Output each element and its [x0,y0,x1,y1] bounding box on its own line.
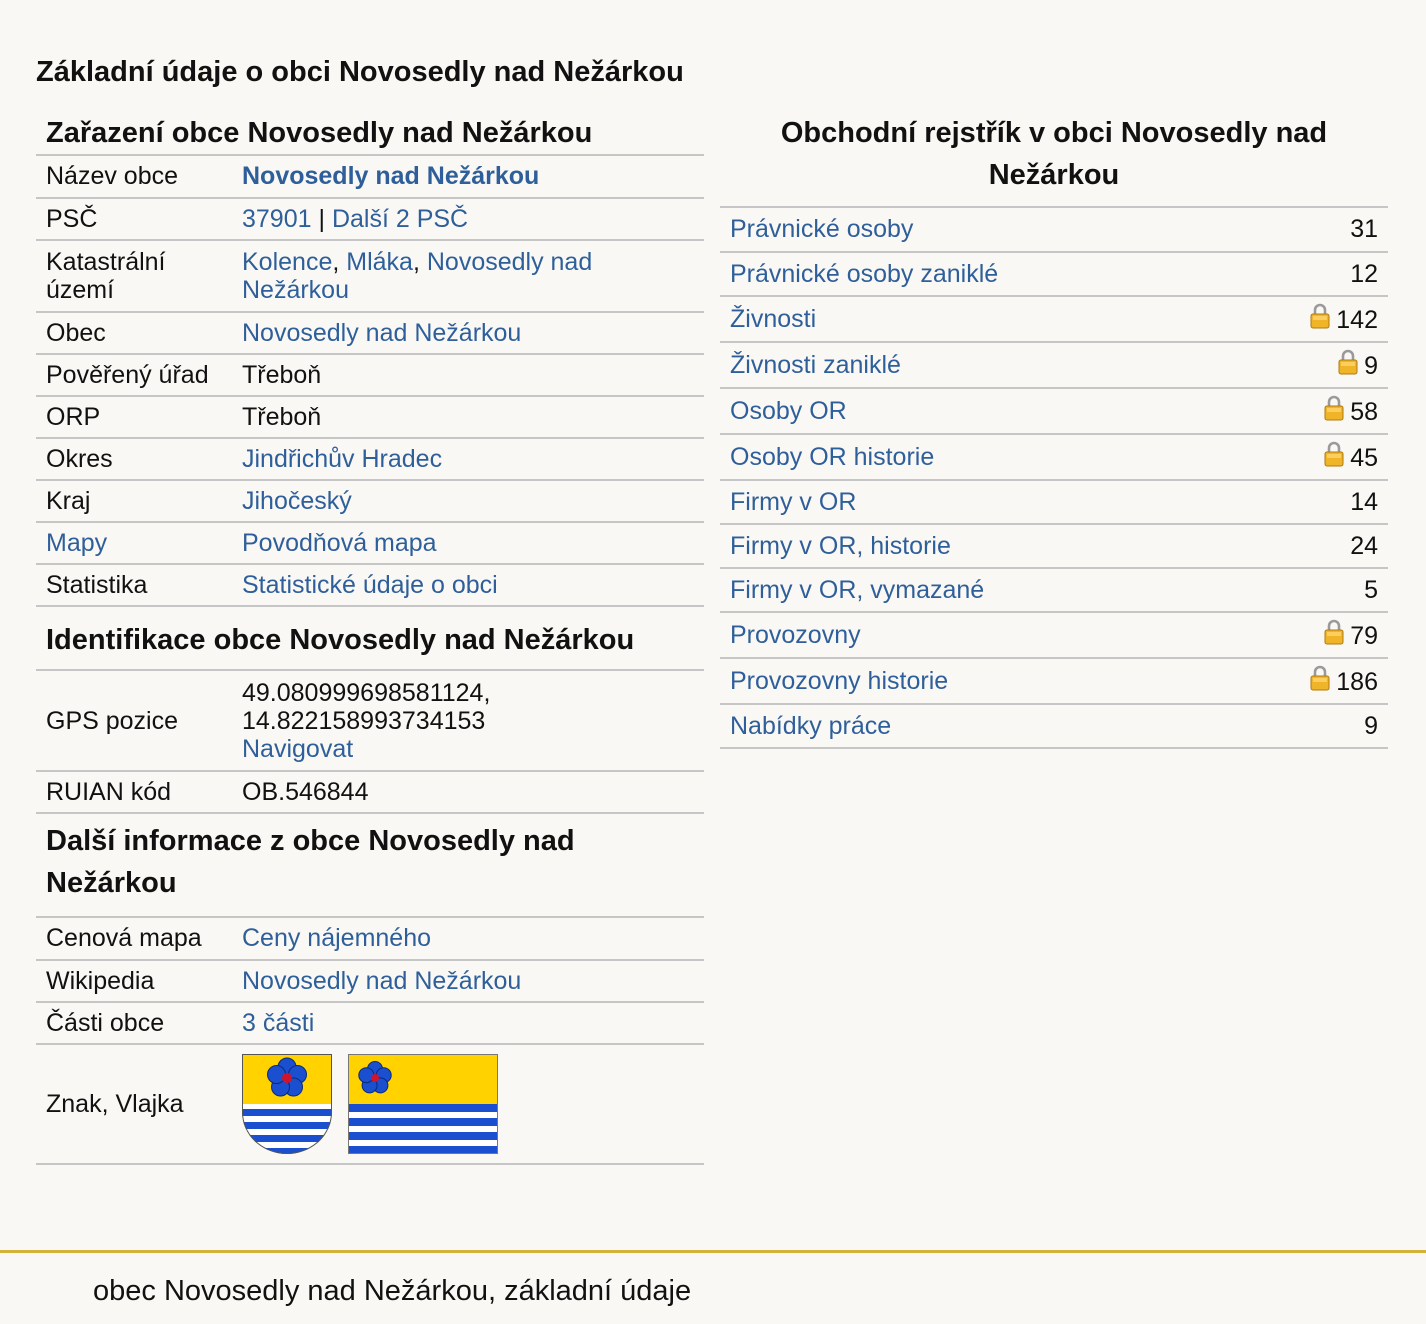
register-label-cell [720,252,1228,296]
footer-divider [0,1250,1426,1253]
row-value: OB.546844 [232,771,704,813]
rent-prices-link[interactable]: Ceny nájemného [242,924,432,952]
row-value [232,480,704,522]
table-row [720,658,1388,704]
gps-latitude: 49.080999698581124, [242,678,491,707]
navigate-link[interactable]: Navigovat [242,734,354,763]
register-link[interactable]: Živnosti zaniklé [730,350,901,379]
register-link[interactable]: Osoby OR [730,396,847,425]
padlock-icon [1324,441,1344,474]
table-row [720,568,1388,612]
register-heading: Obchodní rejstřík v obci Novosedly nad Nežárkou [720,112,1388,208]
table-row [36,1002,704,1044]
register-label-cell [720,388,1228,434]
row-label: Název obce [36,156,232,198]
row-value [232,960,704,1002]
statistics-link[interactable]: Statistické údaje o obci [242,570,498,599]
register-link[interactable]: Osoby OR historie [730,442,935,471]
register-link[interactable]: Firmy v OR, historie [730,531,951,560]
business-register-column [720,112,1388,749]
register-count-cell [1228,434,1388,480]
wikipedia-link[interactable]: Novosedly nad Nežárkou [242,966,522,995]
footer-text: obec Novosedly nad Nežárkou, základní údaje [93,1275,692,1307]
more-psc-link[interactable]: Další 2 PSČ [331,204,469,233]
table-row [36,312,704,354]
register-link[interactable]: Právnické osoby zaniklé [730,259,999,288]
more-info-table [36,918,704,1165]
table-row [720,388,1388,434]
register-link[interactable]: Provozovny [730,620,861,649]
register-count: 142 [1336,305,1378,334]
register-count: 14 [1228,480,1388,524]
psc-link[interactable]: 37901 [242,204,312,233]
flag-image[interactable] [348,1054,498,1154]
row-value [232,918,704,960]
coat-of-arms-image[interactable] [242,1054,332,1154]
identification-heading: Identifikace obce Novosedly nad Nežárkou [36,607,704,671]
register-count: 79 [1350,621,1378,650]
register-count: 186 [1336,667,1378,696]
table-row [36,396,704,438]
table-row [720,252,1388,296]
register-count: 31 [1228,208,1388,252]
register-count: 58 [1350,397,1378,426]
table-row [720,296,1388,342]
table-row [36,564,704,606]
table-row [720,704,1388,748]
cadastre-separator: , [332,248,347,276]
gps-longitude: 14.822158993734153 [242,706,486,735]
register-table [720,208,1388,749]
register-label-cell [720,296,1228,342]
row-label [36,522,232,564]
maps-link[interactable]: Mapy [46,528,108,557]
classification-heading: Zařazení obce Novosedly nad Nežárkou [36,112,704,156]
identification-table [36,671,704,814]
classification-table [36,156,704,607]
row-value [232,240,704,312]
register-label-cell [720,612,1228,658]
row-label: GPS pozice [36,671,232,771]
page-title: Základní údaje o obci Novosedly nad Nežárkou [36,56,684,88]
register-count-cell [1228,612,1388,658]
row-value [232,198,704,240]
parts-link[interactable]: 3 části [242,1008,315,1037]
register-count-cell [1228,658,1388,704]
obec-link[interactable]: Novosedly nad Nežárkou [242,318,522,347]
municipality-info-column [36,112,704,1165]
row-value [232,564,704,606]
register-link[interactable]: Firmy v OR, vymazané [730,575,985,604]
register-count: 45 [1350,443,1378,472]
register-count: 12 [1228,252,1388,296]
register-label-cell [720,658,1228,704]
register-link[interactable]: Provozovny historie [730,666,949,695]
cadastre-separator: , [412,248,427,276]
table-row [36,480,704,522]
row-value [232,1044,704,1164]
padlock-icon [1338,349,1358,382]
row-label: Obec [36,312,232,354]
row-label: ORP [36,396,232,438]
row-value: Třeboň [232,354,704,396]
table-row [36,1044,704,1164]
row-label: Cenová mapa [36,918,232,960]
row-value [232,522,704,564]
register-count: 24 [1228,524,1388,568]
register-label-cell [720,342,1228,388]
register-label-cell [720,568,1228,612]
row-label: RUIAN kód [36,771,232,813]
municipality-name-link[interactable]: Novosedly nad Nežárkou [242,162,540,190]
table-row [36,960,704,1002]
padlock-icon [1310,303,1330,336]
register-count: 9 [1364,351,1378,380]
register-count: 9 [1228,704,1388,748]
psc-separator: | [318,204,325,233]
padlock-icon [1324,619,1344,652]
table-row [36,671,704,771]
register-link[interactable]: Živnosti [730,304,817,333]
more-info-heading: Další informace z obce Novosedly nad Nežárkou [36,814,704,918]
table-row [36,771,704,813]
kraj-link[interactable]: Jihočeský [242,486,352,515]
row-label: Katastrální území [36,240,232,312]
register-label-cell [720,208,1228,252]
register-label-cell [720,704,1228,748]
table-row [36,522,704,564]
flood-map-link[interactable]: Povodňová mapa [242,528,437,557]
row-label: Wikipedia [36,960,232,1002]
table-row [36,156,704,198]
row-label: Pověřený úřad [36,354,232,396]
cadastre-link-kolence[interactable]: Kolence [242,248,333,276]
okres-link[interactable]: Jindřichův Hradec [242,444,443,473]
table-row [36,198,704,240]
row-label: Části obce [36,1002,232,1044]
register-link[interactable]: Právnické osoby [730,215,914,243]
padlock-icon [1324,395,1344,428]
register-count-cell [1228,296,1388,342]
table-row [720,524,1388,568]
register-label-cell [720,524,1228,568]
register-label-cell [720,480,1228,524]
row-label: Znak, Vlajka [36,1044,232,1164]
row-label: PSČ [36,198,232,240]
row-value [232,312,704,354]
cadastre-link-mlaka[interactable]: Mláka [346,248,413,276]
table-row [36,354,704,396]
row-label: Okres [36,438,232,480]
row-value: Třeboň [232,396,704,438]
register-count-cell [1228,388,1388,434]
row-label: Statistika [36,564,232,606]
table-row [36,240,704,312]
table-row [720,342,1388,388]
padlock-icon [1310,665,1330,698]
cadastre-link-novosedly[interactable]: Novosedly nad Nežárkou [242,248,593,304]
table-row [720,208,1388,252]
table-row [36,438,704,480]
row-value [232,1002,704,1044]
table-row [720,612,1388,658]
row-label: Kraj [36,480,232,522]
table-row [36,918,704,960]
row-value [232,438,704,480]
table-row [720,480,1388,524]
register-link[interactable]: Firmy v OR [730,487,857,516]
register-count-cell [1228,342,1388,388]
table-row [720,434,1388,480]
row-value [232,156,704,198]
register-label-cell [720,434,1228,480]
row-value [232,671,704,771]
register-link[interactable]: Nabídky práce [730,711,892,740]
register-count: 5 [1228,568,1388,612]
